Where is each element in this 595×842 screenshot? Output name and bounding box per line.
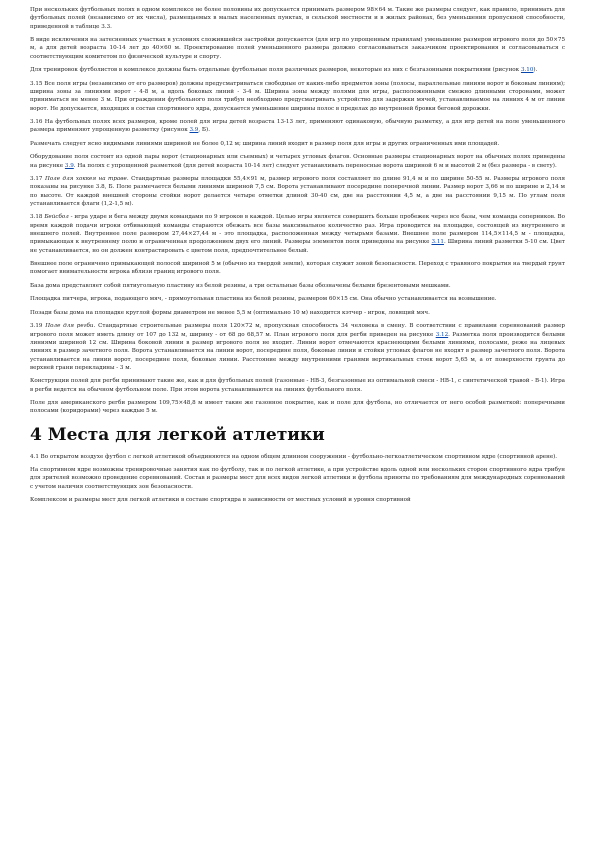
paragraph (30, 140, 565, 148)
document-page (30, 6, 565, 510)
section-heading: 4 Места для легкой атлетики (30, 424, 325, 445)
paragraph (30, 36, 565, 61)
text-run: Для тренировок футболистов в комплексе должны быть отдельные футбольные поля различных размеров, некоторые из них с безгазонными покрытиями (рисунок (30, 67, 521, 74)
paragraph (30, 453, 565, 461)
text-run: Оборудование поля состоит из одной пары ворот (стационарных или съемных) и четырех угловых флагов. Основные размеры стационарных ворот на обычных полях приведены на рисунке (30, 154, 565, 169)
text-run: 3.17 (30, 176, 45, 183)
paragraph (30, 466, 565, 491)
figure-link[interactable]: 3.11 (431, 239, 444, 246)
text-run: В виде исключения на затесненных участках в условиях сложившейся застройки допускается (для игр по упрощенным правилам) уменьшение размеров игрового поля до 50×75 м, а для детей возраста 10-14 лет до 40×60 м. Проектирование полей уменьшенного размера должно согласовываться заказчиком проектирования и согласовываться с соответствующим комитетом по физической культуре и спорту. (30, 37, 565, 60)
text-run: Площадка питчера, игрока, подающего мяч, - прямоугольная пластина из белой резины, размером 60×15 см. Она обычно устанавливается на возвышение. (30, 296, 497, 303)
text-run: Конструкции полей для регби принимают такие же, как и для футбольных полей (газонные - НВ-3, безгазонные из оптимальной смеси - НВ-1, с синтетической травой - В-1). Игра в регби ведется на обычном футбольном поле. При этом ворота устанавливаются на линиях футбольного поля. (30, 378, 565, 393)
text-run: 4.1 Во открытом воздухе футбол с легкой атлетикой объединяются на одном общем длинном сооружении - футбольно-легкоатлетическом спортивном ядре (спортивной арене). (30, 453, 558, 460)
paragraph (30, 496, 565, 504)
text-run: ). (533, 67, 538, 74)
text-run: 3.18 (30, 214, 45, 221)
text-run: , Б). (198, 127, 211, 134)
text-run: 3.16 На футбольных полях всех размеров, кроме полей для игры детей возраста 13-13 лет, применяют одинаковую, обычную разметку, а для игр детей на поле уменьшенного размера применяют упрощенную разметку (рисунок (30, 119, 565, 134)
text-run: . На полях с упрощенной разметкой (для детей возраста 10-14 лет) следует устанавливать переносные ворота шириной 6 м и высотой 2 м (без размера - в свету). (73, 162, 557, 169)
paragraph (30, 260, 565, 277)
paragraph (30, 66, 565, 74)
paragraph (30, 295, 565, 303)
text-run: . Разметка поля производится белыми линиями шириной 12 см. Ширина боковой линии в размер игрового поля не входит. Линии ворот отмечаются краснеющими белыми линиями, полосами, реже на лицевых линиях в размер зачетного поля. Ворота устанавливается на линии ворот, посередине поля, боковые линии и стойки угловых флагов не входят в размер зачетного поля. Ворота устанавливается на линии ворот, посередине поля, боковые линии. Расстояние между внутренними гранями вертикальных стоек ворот 5,65 м, а от поверхности грунта до верхней грани перекладины - 3 м. (30, 331, 565, 371)
figure-link[interactable]: 3.10 (520, 67, 534, 74)
paragraph (30, 213, 565, 254)
paragraph (30, 282, 565, 290)
text-run: . Стандартные строительные размеры поля 120×72 м, пропускная способность 34 человека в смену. В соответствии с правилами соревнований размер игрового поля может иметь длину от 107 до 132 м, ширину - от 68 до 68,57 м. План игрового поля для регби приведен на рисунке (30, 323, 565, 338)
italic-term: Бейсбол (44, 214, 69, 221)
figure-link[interactable]: 3.9 (189, 127, 199, 134)
text-run: . Стандартные размеры площадки 55,4×91 м, размер игрового поля составляет по длине 91,4 м и по ширине 50-55 м. Размеры игрового поля показаны на рисунке 3.8, Б. Поле размечается белыми линиями шириной 7,5 см. Ворота устанавливают посередине поперечной линии. Размер ворот 3,66 м по ширине и 2,14 м по высоте. От каждой внешней стороны стойки ворот делается четыре отметки длиной 30-40 см, две на расстоянии 4,5 м, а две на расстоянии 9,15 м. По углам поля устанавливается флаги (1,2-1,5 м). (30, 176, 565, 207)
text-run: Внешнее поле ограничено примыкающей полосой шириной 5 м (обычно из твердой земли), которая служит зоной безопасности. Переход с травяного покрытия на твердый грунт помогает внимательности игрока вблизи границ игрового поля. (30, 261, 565, 276)
italic-term: Поле для хоккея на траве (44, 176, 127, 183)
text-run: 3.19 (30, 323, 46, 330)
text-run: - игра ударе и бега между двумя командами по 9 игроков в каждой. Целью игры является совершить больше пробежек через все базы, чем команда соперников. Во время каждой подачи игроки отбивающей команды стараются обежать все базы максимальное количество раз. Игра проводится на площадке, состоящей из внутреннего и внешнего полей. Внутреннее поле размером 27,44×27,44 м - это площадка, расположенная между четырьмя базами. Внешнее поле размером 114,5×114,5 м - площадка, примыкающая к внутреннему полю и ограниченная продолжением двух его линий. Размеры элементов поля приведены на рисунке (30, 214, 565, 246)
paragraph (30, 80, 565, 113)
paragraph (30, 309, 565, 317)
text-run: На спортивном ядре возможны тренировочные занятия как по футболу, так и по легкой атлетике, а при устройстве вдоль одной или нескольких сторон спортивного ядра трибун для зрителей возможно проведение соревнований. Состав и размеры мест для всех видов легкой атлетики и футбола приняты по требованиям для международных соревнований с учетом наличия соответствующих зон безопасности. (30, 467, 565, 490)
italic-term: Поле для регби (45, 323, 94, 330)
text-run: База дома представляет собой пятиугольную пластину из белой резины, а три остальные базы обозначены белыми брезентовыми мешками. (30, 282, 451, 289)
paragraph (30, 175, 565, 208)
figure-link[interactable]: 3.9 (64, 162, 74, 169)
paragraph (30, 377, 565, 394)
paragraph (30, 322, 565, 372)
text-run: Позади базы дома на площадке круглой формы диаметром не менее 5,5 м (оптимально 10 м) находится кэтчер - игрок, ловящий мяч. (30, 309, 430, 316)
text-run: Размечать следует ясно видимыми линиями шириной не более 0,12 м; ширина линий входит в размер поля для игры и других ограниченных ими площадей. (30, 140, 500, 147)
paragraph (30, 118, 565, 135)
body-text-after-section (30, 453, 565, 505)
body-text-before-section (30, 6, 565, 416)
text-run: При нескольких футбольных полях в одном комплексе не более половины их допускается принимать размером 98×64 м. Такие же размеры следует, как правило, принимать для футбольных полей (независимо от их числа), размещаемых в малых населенных пунктах, в сельской местности и в жилых районах, без уменьшения пропускной способности, приведенной в таблице 3.3. (30, 7, 565, 30)
figure-link[interactable]: 3.12 (435, 331, 449, 338)
paragraph (30, 399, 565, 416)
text-run: Комплексом и размеры мест для легкой атлетики в составе спортядра в зависимости от местных условий и уровня спортивной (30, 497, 411, 504)
paragraph (30, 153, 565, 170)
text-run: . Ширина линий разметки 5-10 см. Цвет не устанавливается, но он должен контрастировать с цветом поля, предпочтительнее белый. (30, 239, 565, 254)
text-run: 3.15 Все поля игры (независимо от его размеров) должны предусматриваться свободные от каких-либо предметов зоны (полосы, параллельные линиям ворот и боковым линиям); ширина зоны за линиями ворот - 4-8 м, а вдоль боковых линий - 3-4 м. Ширина зоны между полями для игры, расположенными смежно длинными сторонами, может приниматься не менее 3 м. При ограждении футбольного поля трибун необходимо предусматривать устройство для задержки мячей, устанавливаемое на линиях 4 м от линии ворот. Не допускается, входящих в состав спортивного ядра, допускается уменьшение ширины полос в пределах до внутренней бровки беговой дорожки. (30, 80, 565, 112)
paragraph (30, 6, 565, 31)
text-run: Поле для американского регби размером 109,75×48,8 м имеет такие же газонное покрытие, как и поле для футбола, но отличается от него особой разметкой: поперечными полосами (коридорами) через каждые 5 м. (30, 400, 565, 415)
